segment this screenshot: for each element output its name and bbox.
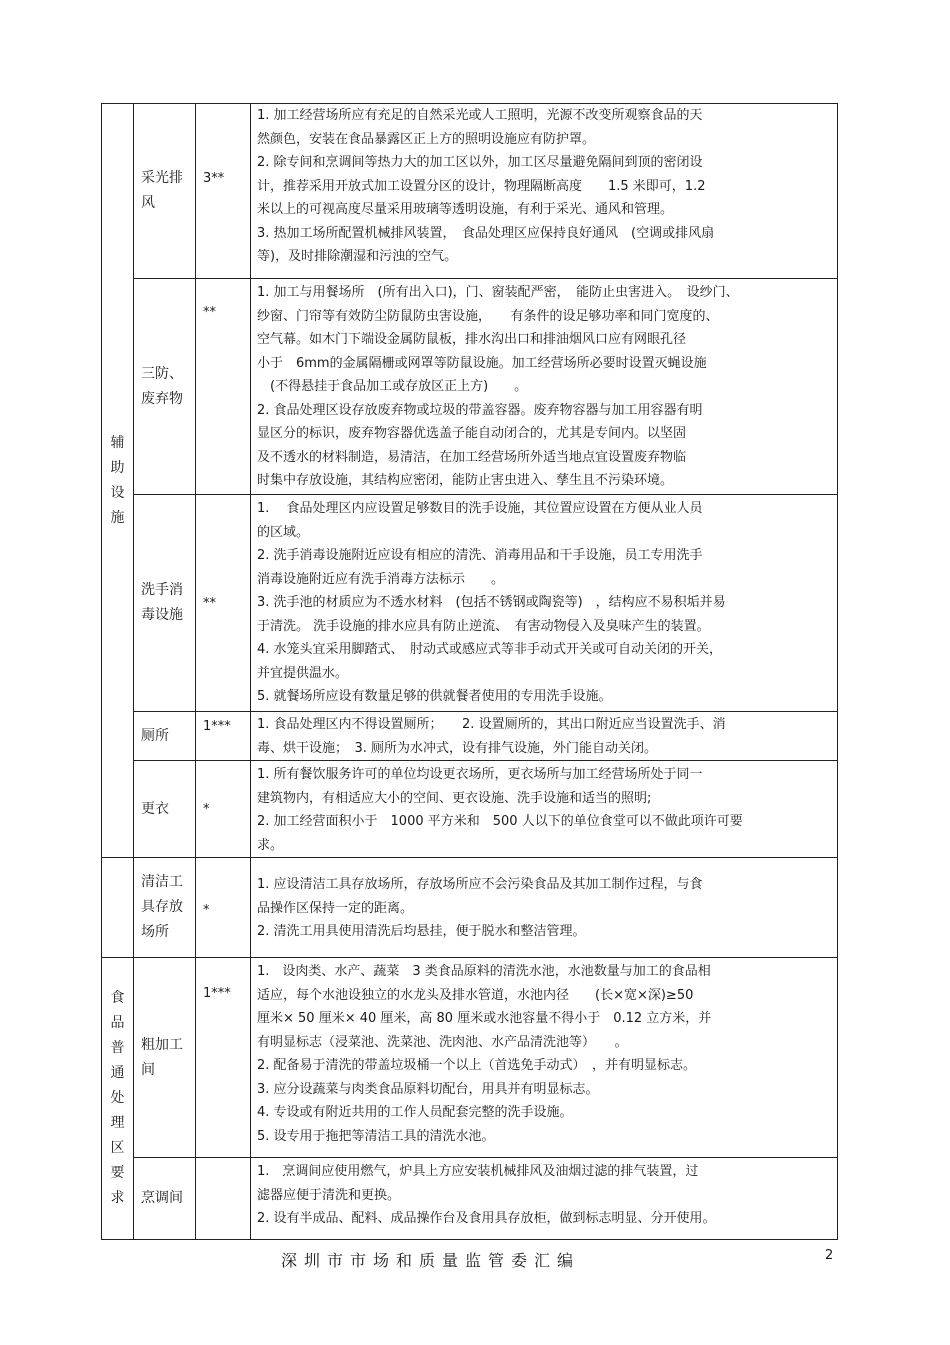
level-cell: ** [196, 495, 251, 712]
requirement-line: 厘米× 50 厘米× 40 厘米，高 80 厘米或水池容量不得小于 0.12 立方米，并 [257, 1011, 712, 1026]
requirement-line: 3. 应分设蔬菜与肉类食品原料切配台，用具并有明显标志。 [257, 1081, 599, 1097]
level-cell: * [196, 858, 251, 958]
requirement-line: 计，推荐采用开放式加工设置分区的设计，物理隔断高度 1.5 米即可，1.2 [257, 178, 706, 194]
level-cell: 1*** [196, 712, 251, 761]
requirement-line: (不得悬挂于食品加工或存放区正上方) 。 [257, 379, 528, 394]
requirement-line: 空气幕。如木门下端设金属防鼠板，排水沟出口和排油烟风口应有网眼孔径 [257, 332, 687, 347]
requirement-cell [251, 1158, 838, 1240]
requirement-line: 的区域。 [257, 524, 310, 540]
requirement-line: 1. 食品处理区内不得设置厕所； 2. 设置厕所的，其出口附近应当设置洗手、消 [257, 717, 726, 732]
area-name: 厕所 [134, 712, 196, 761]
requirement-line: 建筑物内，有相适应大小的空间、更衣设施、洗手设施和适当的照明; [257, 790, 652, 806]
requirement-line: 米以上的可视高度尽量采用玻璃等透明设施，有利于采光、通风和管理。 [257, 202, 674, 217]
requirement-line: 4. 水笼头宜采用脚踏式、 肘动式或感应式等非手动式开关或可自动关闭的开关， [257, 642, 723, 657]
requirement-line: 2. 除专间和烹调间等热力大的加工区以外，加工区尽量避免隔间到顶的密闭设 [257, 155, 703, 170]
requirement-line: 于清洗。 洗手设施的排水应具有防止逆流、 有害动物侵入及臭味产生的装置。 [257, 618, 710, 634]
requirement-line: 3. 热加工场所配置机械排风装置， 食品处理区应保持良好通风 (空调或排风扇 [257, 225, 715, 241]
requirement-line: 求。 [257, 837, 284, 853]
requirement-cell [251, 279, 838, 495]
requirements-table [101, 103, 838, 1240]
requirement-line: 时集中存放设施，其结构应密闭，能防止害虫进入、孳生且不污染环境。 [257, 473, 674, 488]
level-cell [196, 1158, 251, 1240]
requirement-line: 1. 烹调间应使用燃气，炉具上方应安装机械排风及油烟过滤的排气装置，过 [257, 1164, 699, 1179]
requirement-line: 小于 6mm的金属隔栅或网罩等防鼠设施。加工经营场所必要时设置灭蝇设施 [257, 355, 707, 371]
requirement-line: 有明显标志（浸菜池、洗菜池、洗肉池、水产品清洗池等） 。 [257, 1034, 628, 1050]
requirement-cell [251, 712, 838, 761]
level-cell: 1*** [196, 958, 251, 1158]
category-label: 食品普通处理区要求 [110, 990, 125, 1206]
table-row [102, 104, 838, 279]
requirement-line: 消毒设施附近应有洗手消毒方法标示 。 [257, 571, 505, 587]
requirement-line: 1. 设肉类、水产、蔬菜 3 类食品原料的清洗水池，水池数量与加工的食品相 [257, 964, 711, 979]
category-cell [102, 104, 134, 858]
category-cell [102, 858, 134, 958]
level-cell: * [196, 761, 251, 858]
requirement-line: 2. 设有半成品、配料、成品操作台及食用具存放柜，做到标志明显、分开使用。 [257, 1211, 716, 1226]
table-row [102, 279, 838, 495]
area-name: 更衣 [134, 761, 196, 858]
area-name: 三防、废弃物 [134, 279, 196, 495]
requirement-line: 5. 就餐场所应设有数量足够的供就餐者使用的专用洗手设施。 [257, 689, 612, 704]
category-cell [102, 958, 134, 1240]
table-row [102, 958, 838, 1158]
requirement-line: 1. 食品处理区内应设置足够数目的洗手设施，其位置应设置在方便从业人员 [257, 501, 703, 516]
table-row [102, 761, 838, 858]
requirement-line: 适应，每个水池设独立的水龙头及排水管道，水池内径 (长×宽×深)≥50 [257, 987, 694, 1003]
requirement-line: 2. 清洗工用具使用清洗后均悬挂，便于脱水和整洁管理。 [257, 924, 586, 939]
area-name: 粗加工间 [134, 958, 196, 1158]
requirement-line: 5. 设专用于拖把等清洁工具的清洗水池。 [257, 1128, 495, 1144]
requirement-line: 并宜提供温水。 [257, 665, 349, 681]
area-name: 采光排风 [134, 104, 196, 279]
requirement-cell [251, 761, 838, 858]
category-label: 辅助设施 [110, 434, 125, 526]
requirement-line: 品操作区保持一定的距离。 [257, 900, 414, 916]
requirement-line: 等)，及时排除潮湿和污浊的空气。 [257, 249, 458, 264]
table-row [102, 712, 838, 761]
requirement-line: 2. 加工经营面积小于 1000 平方米和 500 人以下的单位食堂可以不做此项许可要 [257, 814, 743, 829]
level-cell: 3** [196, 104, 251, 279]
requirement-line: 1. 加工与用餐场所 (所有出入口)，门、窗装配严密， 能防止虫害进入。 设纱门、 [257, 285, 739, 300]
requirement-line: 滤器应便于清洗和更换。 [257, 1187, 401, 1203]
area-name: 烹调间 [134, 1158, 196, 1240]
page-number: 2 [825, 1248, 834, 1263]
table-row [102, 495, 838, 712]
requirement-line: 1. 所有餐饮服务许可的单位均设更衣场所，更衣场所与加工经营场所处于同一 [257, 767, 703, 782]
requirement-line: 1. 应设清洁工具存放场所，存放场所应不会污染食品及其加工制作过程，与食 [257, 877, 703, 892]
footer-publisher: 深圳市市场和质量监管委汇编 [281, 1251, 581, 1270]
table-row [102, 858, 838, 958]
requirement-line: 显区分的标识，废弃物容器优选盖子能自动闭合的，尤其是专间内。以坚固 [257, 426, 687, 441]
requirement-line: 3. 洗手池的材质应为不透水材料 (包括不锈钢或陶瓷等) ，结构应不易积垢并易 [257, 595, 726, 610]
requirement-line: 1. 加工经营场所应有充足的自然采光或人工照明，光源不改变所观察食品的天 [257, 108, 703, 123]
area-name: 清洁工具存放场所 [134, 858, 196, 958]
requirement-line: 毒、烘干设施； 3. 厕所为水冲式，设有排气设施，外门能自动关闭。 [257, 740, 658, 756]
level-cell: ** [196, 279, 251, 495]
table-row [102, 1158, 838, 1240]
requirement-line: 4. 专设或有附近共用的工作人员配套完整的洗手设施。 [257, 1105, 573, 1120]
requirement-cell [251, 858, 838, 958]
requirement-cell [251, 104, 838, 279]
requirement-cell [251, 495, 838, 712]
area-name: 洗手消毒设施 [134, 495, 196, 712]
requirement-line: 然颜色，安装在食品暴露区正上方的照明设施应有防护罩。 [257, 131, 596, 147]
requirement-line: 2. 洗手消毒设施附近应设有相应的清洗、消毒用品和干手设施，员工专用洗手 [257, 548, 703, 563]
requirement-line: 纱窗、门帘等有效防尘防鼠防虫害设施， 有条件的设足够功率和同门宽度的、 [257, 308, 719, 324]
requirement-line: 2. 配备易于清洗的带盖垃圾桶一个以上（首选免手动式） ，并有明显标志。 [257, 1058, 697, 1073]
requirement-cell [251, 958, 838, 1158]
requirement-line: 及不透水的材料制造，易清洁，在加工经营场所外适当地点宜设置废弃物临 [257, 449, 687, 465]
requirement-line: 2. 食品处理区设存放废弃物或垃圾的带盖容器。废弃物容器与加工用容器有明 [257, 402, 703, 418]
